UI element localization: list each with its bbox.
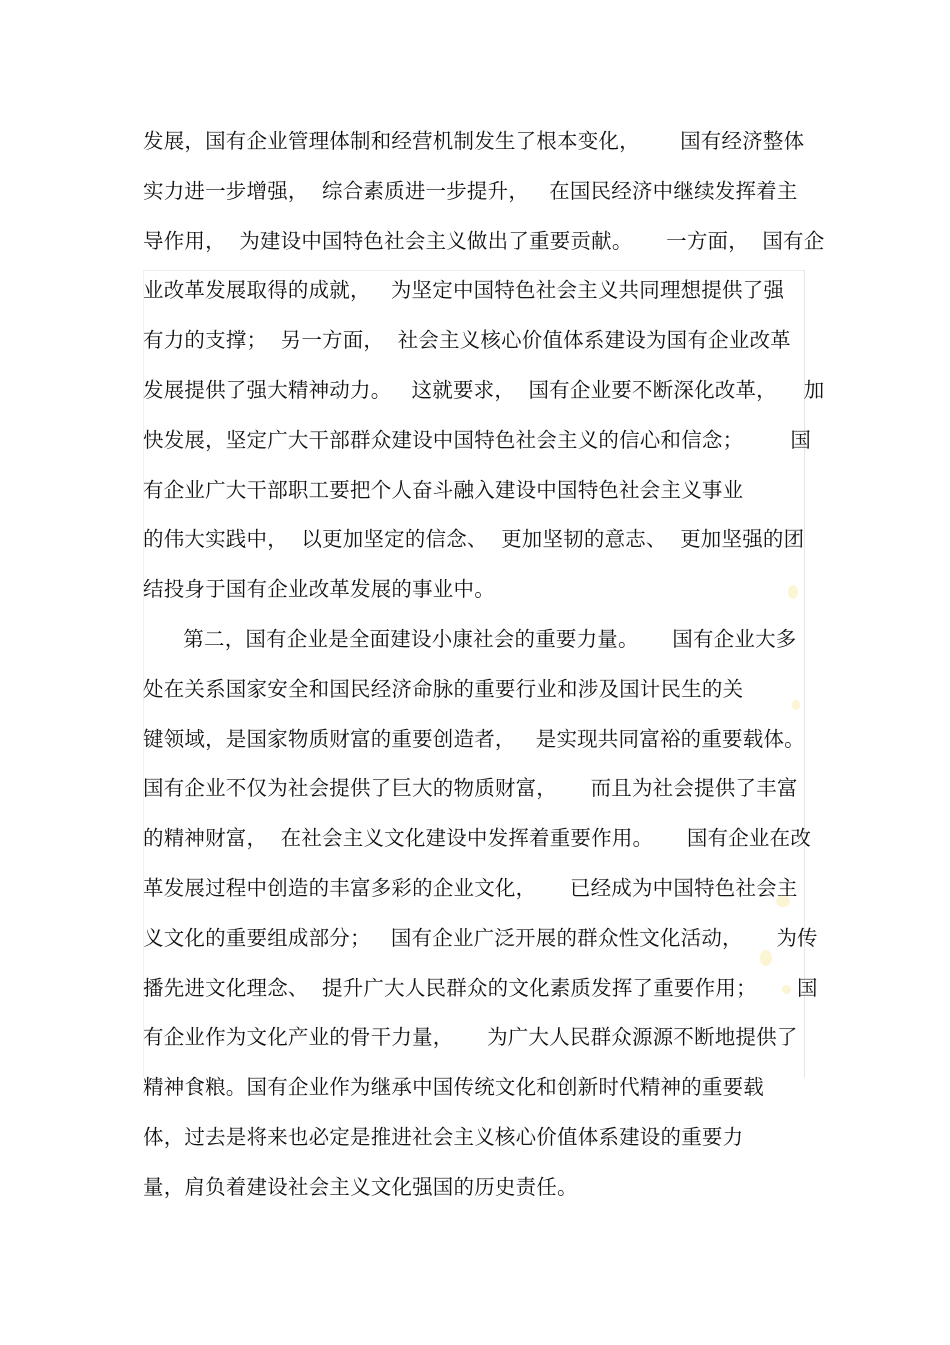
text-line: 发展提供了强大精神动力。 这就要求， 国有企业要不断深化改革， 加	[143, 377, 825, 402]
text-line: 国有企业不仅为社会提供了巨大的物质财富， 而且为社会提供了丰富	[143, 776, 798, 801]
text-line: 革发展过程中创造的丰富多彩的企业文化， 已经成为中国特色社会主	[143, 875, 798, 900]
text-line: 快发展，坚定广大干部群众建设中国特色社会主义的信心和信念； 国	[143, 427, 812, 452]
text-line: 量，肩负着建设社会主义文化强国的历史责任。	[143, 1174, 578, 1199]
text-line: 处在关系国家安全和国民经济命脉的重要行业和涉及国计民生的关	[143, 676, 744, 701]
text-line: 体，过去是将来也必定是推进社会主义核心价值体系建设的重要力	[143, 1124, 744, 1149]
text-line: 键领域，是国家物质财富的重要创造者， 是实现共同富裕的重要载体。	[143, 726, 805, 751]
text-line: 有企业广大干部职工要把个人奋斗融入建设中国特色社会主义事业	[143, 477, 744, 502]
text-line: 第二，国有企业是全面建设小康社会的重要力量。 国有企业大多	[143, 626, 797, 651]
text-line: 的精神财富， 在社会主义文化建设中发挥着重要作用。 国有企业在改	[143, 826, 812, 851]
body-text	[143, 122, 825, 1218]
text-line: 结投身于国有企业改革发展的事业中。	[143, 577, 495, 602]
text-line: 的伟大实践中， 以更加坚定的信念、 更加坚韧的意志、 更加坚强的团	[143, 527, 805, 552]
text-line: 发展，国有企业管理体制和经营机制发生了根本变化， 国有经济整体	[143, 129, 805, 153]
text-line: 有企业作为文化产业的骨干力量， 为广大人民群众源源不断地提供了	[143, 1025, 798, 1050]
text-line: 实力进一步增强， 综合素质进一步提升， 在国民经济中继续发挥着主	[143, 178, 798, 203]
text-line: 导作用， 为建设中国特色社会主义做出了重要贡献。 一方面， 国有企	[143, 228, 825, 253]
text-line: 有力的支撑； 另一方面， 社会主义核心价值体系建设为国有企业改革	[143, 328, 791, 353]
text-line: 精神食粮。国有企业作为继承中国传统文化和创新时代精神的重要载	[143, 1075, 764, 1100]
text-line: 播先进文化理念、 提升广大人民群众的文化素质发挥了重要作用； 国	[143, 975, 818, 1000]
text-line: 业改革发展取得的成就， 为坚定中国特色社会主义共同理想提供了强	[143, 278, 785, 303]
text-line: 义文化的重要组成部分； 国有企业广泛开展的群众性文化活动， 为传	[143, 925, 818, 950]
